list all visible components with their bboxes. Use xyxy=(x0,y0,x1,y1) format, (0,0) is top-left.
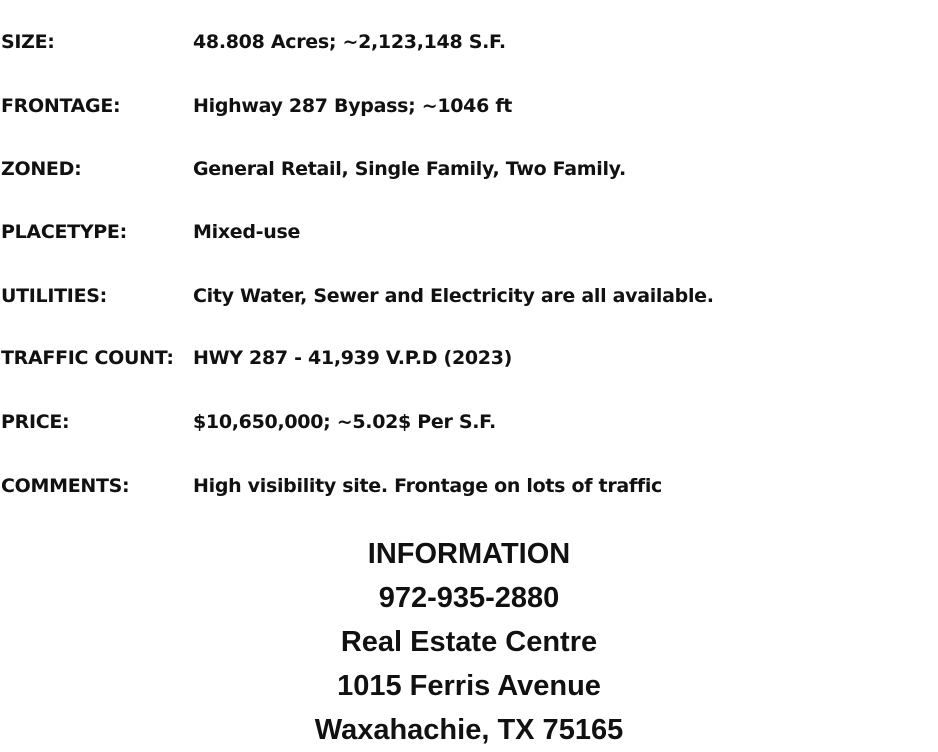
detail-label: UTILITIES: xyxy=(1,285,107,307)
contact-information xyxy=(0,532,938,752)
detail-label: FRONTAGE: xyxy=(1,95,121,117)
detail-label: COMMENTS: xyxy=(1,475,130,497)
detail-row-frontage xyxy=(0,91,938,121)
detail-row-traffic-count xyxy=(0,343,938,373)
detail-value: High visibility site. Frontage on lots of traffic xyxy=(193,475,663,497)
detail-label: TRAFFIC COUNT: xyxy=(1,347,174,369)
street-address: 1015 Ferris Avenue xyxy=(337,670,601,702)
detail-value: Mixed-use xyxy=(193,221,301,243)
detail-row-price xyxy=(0,407,938,437)
city-state-zip: Waxahachie, TX 75165 xyxy=(314,714,624,746)
info-heading: INFORMATION xyxy=(367,538,571,570)
detail-label: SIZE: xyxy=(1,31,55,53)
detail-row-zoned xyxy=(0,154,938,184)
detail-row-comments xyxy=(0,471,938,501)
detail-value: 48.808 Acres; ~2,123,148 S.F. xyxy=(193,31,506,53)
detail-label: PLACETYPE: xyxy=(1,221,127,243)
detail-row-utilities xyxy=(0,281,938,311)
detail-label: ZONED: xyxy=(1,158,82,180)
detail-value: City Water, Sewer and Electricity are all available. xyxy=(193,285,714,307)
detail-value: General Retail, Single Family, Two Family. xyxy=(193,158,626,180)
detail-row-placetype xyxy=(0,217,938,247)
detail-value: HWY 287 - 41,939 V.P.D (2023) xyxy=(193,347,513,369)
company-name: Real Estate Centre xyxy=(340,626,598,658)
detail-value: $10,650,000; ~5.02$ Per S.F. xyxy=(193,411,496,433)
phone-number: 972-935-2880 xyxy=(378,582,560,614)
detail-row-size xyxy=(0,27,938,57)
detail-label: PRICE: xyxy=(1,411,70,433)
detail-value: Highway 287 Bypass; ~1046 ft xyxy=(193,95,513,117)
